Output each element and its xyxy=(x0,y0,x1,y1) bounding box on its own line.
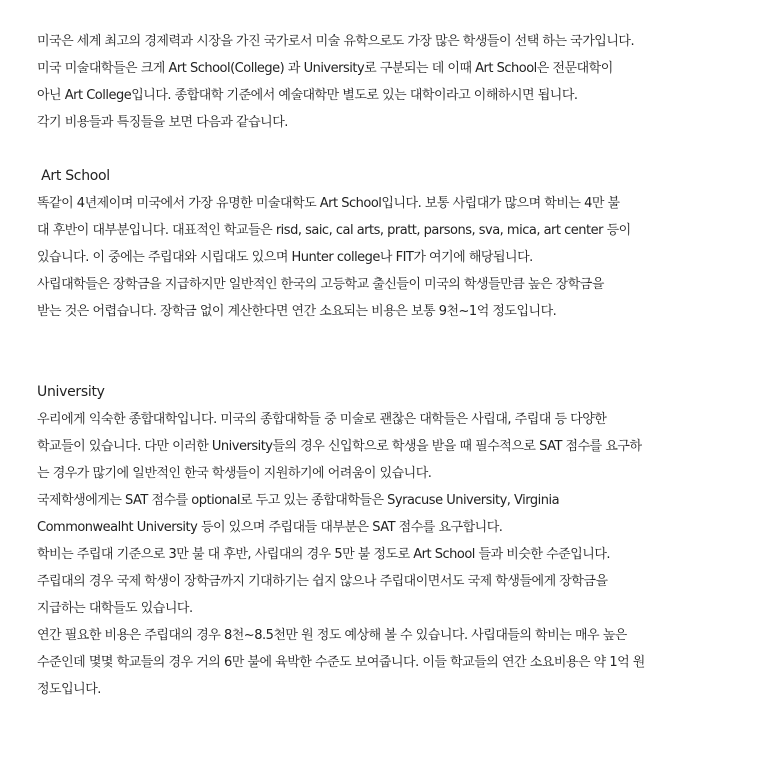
text-line: 받는 것은 어렵습니다. 장학금 없이 계산한다면 연간 소요되는 비용은 보통 9천~1억 정도입니다. xyxy=(37,304,557,319)
university-section xyxy=(37,379,727,703)
text-line: 연간 필요한 비용은 주립대의 경우 8천~8.5천만 원 정도 예상해 볼 수 있습니다. 사립대들의 학비는 매우 높은 xyxy=(37,628,627,643)
intro-paragraph xyxy=(37,28,727,136)
text-line: 주립대의 경우 국제 학생이 장학금까지 기대하기는 쉽지 않으나 주립대이면서도 국제 학생들에게 장학금을 xyxy=(37,574,608,589)
text-line: 대 후반이 대부분입니다. 대표적인 학교들은 risd, saic, cal arts, pratt, parsons, sva, mica, art center 등이 xyxy=(37,223,631,238)
text-line: 국제학생에게는 SAT 점수를 optional로 두고 있는 종합대학들은 Syracuse University, Virginia xyxy=(37,493,560,508)
section-heading-art-school: Art School xyxy=(37,168,110,184)
spacer xyxy=(37,136,727,163)
text-line: 수준인데 몇몇 학교들의 경우 거의 6만 불에 육박한 수준도 보여줍니다. 이들 학교들의 연간 소요비용은 약 1억 원 xyxy=(37,655,645,670)
text-line: 똑같이 4년제이며 미국에서 가장 유명한 미술대학도 Art School입니다. 보통 사립대가 많으며 학비는 4만 불 xyxy=(37,196,620,211)
spacer xyxy=(37,325,727,379)
art-school-section xyxy=(37,163,727,325)
text-line: 있습니다. 이 중에는 주립대와 시립대도 있으며 Hunter college나 FIT가 여기에 해당됩니다. xyxy=(37,250,533,265)
text-line: 미국 미술대학들은 크게 Art School(College) 과 University로 구분되는 데 이때 Art School은 전문대학이 xyxy=(37,61,613,76)
text-line: 지급하는 대학들도 있습니다. xyxy=(37,601,193,616)
text-line: 사립대학들은 장학금을 지급하지만 일반적인 한국의 고등학교 출신들이 미국의 학생들만큼 높은 장학금을 xyxy=(37,277,604,292)
text-line: 정도입니다. xyxy=(37,682,101,697)
section-heading-university: University xyxy=(37,384,105,400)
document-body xyxy=(37,28,727,703)
text-line: 는 경우가 많기에 일반적인 한국 학생들이 지원하기에 어려움이 있습니다. xyxy=(37,466,432,481)
text-line: 미국은 세계 최고의 경제력과 시장을 가진 국가로서 미술 유학으로도 가장 많은 학생들이 선택 하는 국가입니다. xyxy=(37,34,635,49)
text-line: Commonwealht University 등이 있으며 주립대들 대부분은 SAT 점수를 요구합니다. xyxy=(37,520,503,535)
text-line: 아닌 Art College입니다. 종합대학 기준에서 예술대학만 별도로 있는 대학이라고 이해하시면 됩니다. xyxy=(37,88,578,103)
text-line: 각기 비용들과 특징들을 보면 다음과 같습니다. xyxy=(37,115,288,130)
text-line: 학비는 주립대 기준으로 3만 불 대 후반, 사립대의 경우 5만 불 정도로 Art School 들과 비슷한 수준입니다. xyxy=(37,547,611,562)
text-line: 학교들이 있습니다. 다만 이러한 University들의 경우 신입학으로 학생을 받을 때 필수적으로 SAT 점수를 요구하 xyxy=(37,439,642,454)
text-line: 우리에게 익숙한 종합대학입니다. 미국의 종합대학들 중 미술로 괜찮은 대학들은 사립대, 주립대 등 다양한 xyxy=(37,412,607,427)
